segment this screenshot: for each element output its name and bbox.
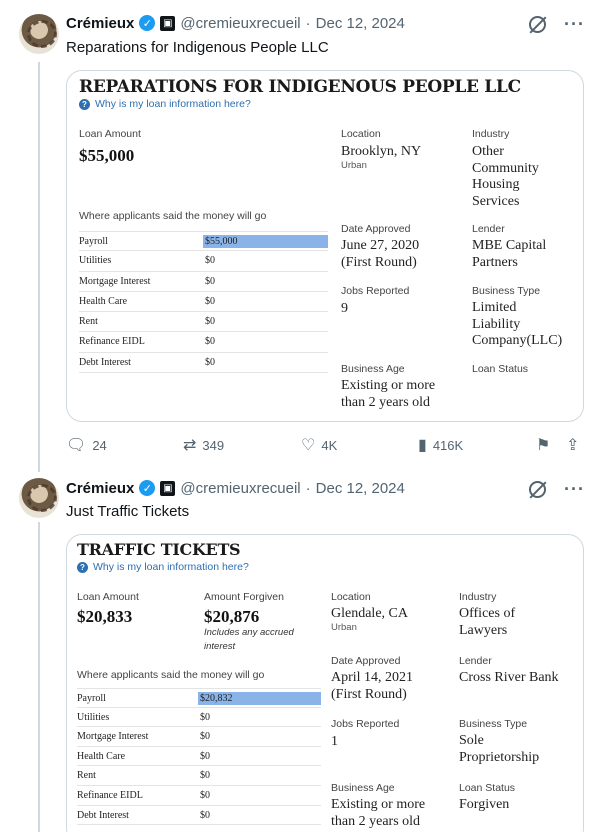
tweet-top-icons — [529, 14, 585, 35]
why-link-text[interactable]: Why is my loan information here? — [95, 98, 251, 110]
money-amount: $0 — [200, 809, 210, 821]
reply-button[interactable] — [66, 435, 107, 455]
business-age — [331, 797, 425, 830]
money-amount: $0 — [205, 356, 215, 368]
money-category: Refinance EIDL — [79, 336, 145, 348]
affiliate-badge-icon[interactable]: ▣ — [160, 16, 175, 31]
more-icon[interactable]: ··· — [564, 479, 585, 499]
location: Brooklyn, NY — [341, 144, 422, 159]
money-row — [79, 332, 328, 352]
money-row — [79, 292, 328, 312]
money-amount: $0 — [205, 316, 215, 328]
card-title: REPARATIONS FOR INDIGENOUS PEOPLE LLC — [79, 77, 521, 97]
money-row — [79, 312, 328, 332]
location-type: Urban — [341, 160, 367, 171]
industry-line: Community — [472, 160, 539, 176]
industry-line: Other — [472, 144, 504, 159]
date-approved-line: (First Round) — [331, 686, 407, 702]
jobs-label: Jobs Reported — [341, 285, 410, 297]
money-category: Utilities — [79, 255, 112, 267]
like-count: 4K — [321, 437, 338, 453]
money-amount: $0 — [205, 255, 215, 267]
business-age — [341, 378, 435, 411]
industry — [459, 606, 515, 639]
amount-forgiven: $20,876 — [204, 607, 260, 626]
date-approved — [331, 670, 413, 703]
info-icon: ? — [79, 99, 90, 110]
money-row — [79, 231, 328, 251]
jobs-reported: 1 — [331, 734, 338, 749]
verified-badge-icon: ✓ — [139, 480, 155, 496]
separator: · — [305, 14, 311, 32]
reply-icon: 🗨 — [66, 437, 87, 454]
lender-line: Partners — [472, 254, 518, 270]
money-amount: $55,000 — [205, 236, 238, 247]
loan-amount: $55,000 — [79, 146, 135, 165]
date-approved — [341, 238, 419, 271]
business-type-label: Business Type — [459, 718, 528, 730]
views-button[interactable] — [418, 435, 463, 455]
repost-icon: ⇄ — [183, 437, 197, 454]
like-icon: ♡ — [301, 437, 316, 454]
tweet-text: Reparations for Indigenous People LLC — [66, 39, 329, 56]
money-row — [77, 766, 321, 786]
business-age-line: than 2 years old — [341, 394, 431, 410]
why-link-text[interactable]: Why is my loan information here? — [93, 561, 249, 573]
tweet-date[interactable]: Dec 12, 2024 — [315, 479, 405, 497]
grok-icon[interactable] — [529, 481, 546, 498]
industry-line: Services — [472, 193, 520, 209]
lender-line: Cross River Bank — [459, 670, 559, 685]
money-amount: $0 — [200, 770, 210, 782]
industry-label: Industry — [472, 128, 510, 140]
loan-status-label: Loan Status — [472, 363, 529, 375]
forgiven-note — [204, 626, 294, 654]
lender-label: Lender — [459, 655, 492, 667]
business-age-line: than 2 years old — [331, 813, 421, 829]
business-type — [459, 733, 539, 766]
forgiven-note-line: Includes any accrued — [204, 627, 294, 638]
business-age-line: Existing or more — [341, 378, 436, 393]
money-row — [77, 688, 321, 708]
tweet-actions — [66, 435, 586, 455]
money-row — [77, 747, 321, 767]
money-row — [79, 251, 328, 271]
date-approved-line: June 27, 2020 — [341, 238, 420, 253]
money-amount: $0 — [205, 295, 215, 307]
business-type-line: Company(LLC) — [472, 333, 563, 348]
lender-label: Lender — [472, 223, 505, 235]
author-name[interactable]: Crémieux — [66, 14, 135, 32]
repost-count: 349 — [202, 437, 225, 453]
money-category: Rent — [77, 770, 96, 782]
thread-line — [38, 62, 40, 472]
money-amount: $0 — [200, 750, 210, 762]
lender-line: MBE Capital — [472, 238, 547, 253]
why-link[interactable] — [77, 561, 249, 573]
author-handle[interactable]: @cremieuxrecueil — [180, 14, 301, 32]
industry-line: Offices of — [459, 606, 516, 621]
date-approved-line: April 14, 2021 — [331, 670, 414, 685]
affiliate-badge-icon[interactable]: ▣ — [160, 481, 175, 496]
money-category: Payroll — [79, 236, 108, 247]
money-table — [77, 688, 321, 825]
avatar[interactable] — [19, 14, 59, 54]
date-approved-line: (First Round) — [341, 254, 417, 270]
separator: · — [305, 479, 311, 497]
money-category: Refinance EIDL — [77, 789, 143, 801]
money-category: Health Care — [77, 750, 126, 762]
industry-line: Housing — [472, 177, 520, 192]
location: Glendale, CA — [331, 606, 408, 621]
industry-line: Lawyers — [459, 622, 508, 638]
money-row — [77, 727, 321, 747]
like-button[interactable] — [301, 435, 337, 455]
verified-badge-icon: ✓ — [139, 15, 155, 31]
business-type-line: Liability — [472, 316, 521, 332]
reply-count: 24 — [92, 437, 107, 453]
bookmark-icon: ⚑ — [536, 437, 551, 454]
amount-forgiven-label: Amount Forgiven — [204, 591, 284, 603]
grok-icon[interactable] — [529, 16, 546, 33]
money-category: Payroll — [77, 693, 106, 704]
views-icon: ▮ — [418, 437, 427, 454]
card-title: TRAFFIC TICKETS — [77, 540, 241, 559]
money-table — [79, 231, 328, 373]
date-approved-label: Date Approved — [331, 655, 401, 667]
loan-status-label: Loan Status — [459, 782, 516, 794]
author-name[interactable]: Crémieux — [66, 479, 135, 497]
loan-amount-label: Loan Amount — [79, 128, 141, 140]
info-icon: ? — [77, 562, 88, 573]
loan-status: Forgiven — [459, 797, 510, 812]
more-icon[interactable]: ··· — [564, 14, 585, 34]
tweet-date[interactable]: Dec 12, 2024 — [315, 14, 405, 32]
business-age-line: Existing or more — [331, 797, 426, 812]
money-amount: $0 — [205, 275, 215, 287]
money-amount: $0 — [205, 336, 215, 348]
lender — [459, 670, 559, 687]
lender — [472, 238, 546, 271]
tweet-text: Just Traffic Tickets — [66, 503, 190, 520]
money-row — [77, 708, 321, 728]
share-button[interactable] — [566, 435, 579, 455]
business-type-label: Business Type — [472, 285, 541, 297]
loan-amount: $20,833 — [77, 607, 133, 626]
business-type — [472, 300, 562, 350]
business-type-line: Proprietorship — [459, 749, 540, 765]
money-amount: $0 — [200, 789, 210, 801]
loan-card[interactable] — [66, 70, 584, 422]
loan-card[interactable] — [66, 534, 584, 832]
business-type-line: Sole — [459, 733, 484, 748]
money-category: Mortgage Interest — [77, 731, 149, 743]
money-category: Health Care — [79, 295, 128, 307]
thread-line — [38, 522, 40, 832]
why-link[interactable] — [79, 98, 251, 110]
share-icon: ⇪ — [566, 437, 580, 454]
forgiven-note-line: interest — [204, 641, 236, 652]
money-amount: $20,832 — [200, 693, 233, 704]
tweet-top-icons — [529, 479, 585, 500]
money-category: Rent — [79, 316, 98, 328]
jobs-reported: 9 — [341, 301, 348, 316]
money-label: Where applicants said the money will go — [77, 669, 265, 681]
money-category: Mortgage Interest — [79, 275, 151, 287]
date-approved-label: Date Approved — [341, 223, 411, 235]
money-row — [79, 353, 328, 373]
jobs-label: Jobs Reported — [331, 718, 400, 730]
money-amount: $0 — [200, 711, 210, 723]
money-category: Debt Interest — [79, 356, 131, 368]
money-row — [77, 786, 321, 806]
money-row — [79, 272, 328, 292]
business-age-label: Business Age — [341, 363, 405, 375]
views-count: 416K — [432, 437, 464, 453]
industry — [472, 144, 539, 210]
bookmark-button[interactable] — [536, 435, 550, 455]
money-amount: $0 — [200, 731, 210, 743]
money-category: Debt Interest — [77, 809, 129, 821]
location-type: Urban — [331, 622, 357, 633]
money-category: Utilities — [77, 711, 110, 723]
tweet-header — [66, 478, 405, 498]
business-type-line: Limited — [472, 300, 517, 315]
location-label: Location — [331, 591, 371, 603]
industry-label: Industry — [459, 591, 497, 603]
author-handle[interactable]: @cremieuxrecueil — [180, 479, 301, 497]
business-age-label: Business Age — [331, 782, 395, 794]
avatar[interactable] — [19, 478, 59, 518]
repost-button[interactable] — [183, 435, 224, 455]
money-row — [77, 806, 321, 826]
money-label: Where applicants said the money will go — [79, 210, 267, 222]
loan-amount-label: Loan Amount — [77, 591, 139, 603]
location-label: Location — [341, 128, 381, 140]
tweet-header — [66, 13, 405, 33]
